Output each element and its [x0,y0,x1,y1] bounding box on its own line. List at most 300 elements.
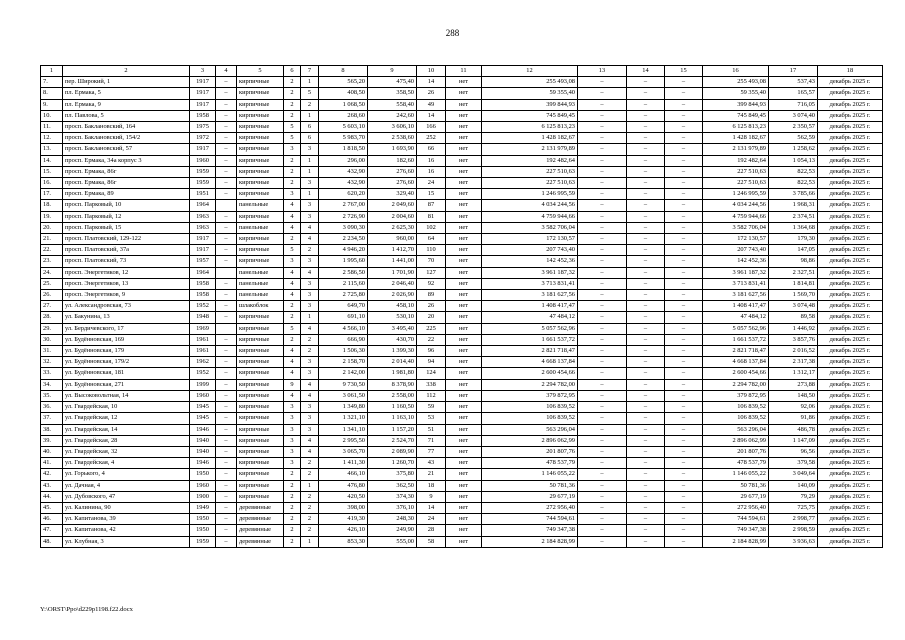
cell-address: пл. Ермака, 5 [63,88,190,99]
cell-total-area: 2 142,00 [319,368,368,379]
cell-col-13: – [578,413,627,424]
table-row [41,77,883,88]
cell-address: ул. Будённовская, 179/2 [63,357,190,368]
cell-residents: 252 [417,133,446,144]
cell-year-built: 1945 [190,413,216,424]
cell-num: 34. [41,379,63,390]
cell-col-13: – [578,469,627,480]
cell-floors: 2 [284,514,301,525]
cell-total-area: 2 726,90 [319,211,368,222]
cell-col-16: 29 677,19 [703,491,769,502]
cell-residents: 14 [417,110,446,121]
cell-residents: 124 [417,368,446,379]
cell-num: 24. [41,267,63,278]
cell-col-13: – [578,211,627,222]
cell-col-11: нет [446,122,482,133]
cell-total-area: 2 234,50 [319,234,368,245]
cell-living-area: 1 160,50 [368,402,417,413]
cell-wall-material: кирпичные [237,357,284,368]
table-row [41,469,883,480]
cell-col-17: 98,86 [769,256,818,267]
cell-total-area: 296,00 [319,155,368,166]
cell-total-cost: 6 125 813,23 [482,122,578,133]
cell-entrances: 6 [301,122,319,133]
cell-floors: 5 [284,122,301,133]
cell-wall-material: кирпичные [237,334,284,345]
cell-col-14: – [627,502,665,513]
cell-year-built: 1959 [190,536,216,547]
cell-year-built: 1940 [190,446,216,457]
cell-living-area: 1 157,20 [368,424,417,435]
cell-floors: 2 [284,234,301,245]
cell-wall-material: кирпичные [237,323,284,334]
cell-year-renovated: – [216,122,237,133]
cell-col-17: 2 327,51 [769,267,818,278]
cell-total-cost: 1 661 537,72 [482,334,578,345]
table-row [41,390,883,401]
cell-col-15: – [665,312,703,323]
cell-entrances: 3 [301,424,319,435]
cell-col-13: – [578,312,627,323]
cell-col-14: – [627,144,665,155]
cell-year-renovated: – [216,424,237,435]
cell-residents: 338 [417,379,446,390]
cell-total-cost: 2 131 979,89 [482,144,578,155]
cell-col-15: – [665,234,703,245]
table-row [41,413,883,424]
cell-floors: 2 [284,301,301,312]
cell-num: 39. [41,435,63,446]
cell-wall-material: кирпичные [237,189,284,200]
cell-col-11: нет [446,110,482,121]
cell-year-renovated: – [216,435,237,446]
cell-col-17: 179,30 [769,234,818,245]
cell-col-14: – [627,189,665,200]
cell-num: 33. [41,368,63,379]
cell-floors: 2 [284,110,301,121]
cell-col-15: – [665,301,703,312]
cell-year-renovated: – [216,99,237,110]
cell-floors: 5 [284,323,301,334]
cell-entrances: 1 [301,536,319,547]
cell-living-area: 2 089,90 [368,446,417,457]
cell-col-16: 2 131 979,89 [703,144,769,155]
header-cell-year-built: 3 [190,66,216,77]
cell-address: просп. Платовский, 73 [63,256,190,267]
cell-deadline: декабрь 2025 г. [818,256,883,267]
cell-year-built: 1945 [190,402,216,413]
cell-wall-material: деревянные [237,502,284,513]
cell-address: ул. Капитанова, 42 [63,525,190,536]
cell-col-11: нет [446,133,482,144]
cell-total-area: 408,50 [319,88,368,99]
cell-col-16: 749 347,38 [703,525,769,536]
cell-living-area: 276,60 [368,178,417,189]
cell-year-built: 1917 [190,99,216,110]
cell-residents: 53 [417,413,446,424]
cell-floors: 2 [284,491,301,502]
cell-year-renovated: – [216,446,237,457]
cell-col-16: 272 956,40 [703,502,769,513]
cell-col-13: – [578,435,627,446]
cell-floors: 4 [284,278,301,289]
cell-col-17: 273,88 [769,379,818,390]
cell-residents: 87 [417,200,446,211]
cell-floors: 3 [284,458,301,469]
cell-residents: 15 [417,189,446,200]
cell-col-15: – [665,368,703,379]
cell-year-renovated: – [216,77,237,88]
cell-residents: 64 [417,234,446,245]
cell-col-15: – [665,435,703,446]
cell-col-17: 2 016,52 [769,346,818,357]
cell-wall-material: деревянные [237,525,284,536]
cell-year-renovated: – [216,290,237,301]
cell-col-13: – [578,200,627,211]
cell-year-renovated: – [216,155,237,166]
cell-address: ул. Гвардейская, 28 [63,435,190,446]
cell-total-area: 666,90 [319,334,368,345]
cell-col-16: 142 452,36 [703,256,769,267]
cell-col-16: 4 759 944,66 [703,211,769,222]
cell-col-14: – [627,469,665,480]
cell-col-13: – [578,390,627,401]
cell-col-14: – [627,267,665,278]
cell-year-built: 1917 [190,88,216,99]
cell-col-16: 2 184 828,99 [703,536,769,547]
cell-total-cost: 749 347,38 [482,525,578,536]
cell-year-renovated: – [216,222,237,233]
cell-total-area: 1 818,50 [319,144,368,155]
table-row [41,267,883,278]
cell-year-renovated: – [216,256,237,267]
table-row [41,122,883,133]
cell-deadline: декабрь 2025 г. [818,413,883,424]
cell-col-16: 5 057 562,96 [703,323,769,334]
cell-residents: 94 [417,357,446,368]
table-row [41,189,883,200]
header-cell-address: 2 [63,66,190,77]
cell-deadline: декабрь 2025 г. [818,77,883,88]
header-cell-wall-material: 5 [237,66,284,77]
cell-wall-material: кирпичные [237,211,284,222]
cell-year-renovated: – [216,368,237,379]
cell-total-cost: 59 355,40 [482,88,578,99]
cell-address: просп. Ермака, 89 [63,189,190,200]
cell-year-built: 1972 [190,133,216,144]
cell-num: 36. [41,402,63,413]
cell-wall-material: кирпичные [237,122,284,133]
cell-total-cost: 192 482,64 [482,155,578,166]
cell-wall-material: кирпичные [237,368,284,379]
cell-address: ул. Александровская, 73 [63,301,190,312]
cell-deadline: декабрь 2025 г. [818,402,883,413]
cell-col-11: нет [446,178,482,189]
cell-year-built: 1952 [190,301,216,312]
cell-year-renovated: – [216,278,237,289]
cell-num: 21. [41,234,63,245]
cell-total-area: 1 068,50 [319,99,368,110]
cell-num: 11. [41,122,63,133]
cell-total-area: 420,50 [319,491,368,502]
cell-col-14: – [627,312,665,323]
cell-col-13: – [578,357,627,368]
cell-deadline: декабрь 2025 г. [818,502,883,513]
cell-col-13: – [578,368,627,379]
cell-total-cost: 3 713 831,41 [482,278,578,289]
cell-col-14: – [627,458,665,469]
header-cell-residents: 10 [417,66,446,77]
cell-deadline: декабрь 2025 г. [818,200,883,211]
header-cell-col-11: 11 [446,66,482,77]
cell-floors: 3 [284,402,301,413]
cell-col-13: – [578,446,627,457]
cell-col-14: – [627,88,665,99]
cell-col-15: – [665,178,703,189]
cell-col-16: 192 482,64 [703,155,769,166]
cell-col-16: 1 146 055,22 [703,469,769,480]
cell-deadline: декабрь 2025 г. [818,491,883,502]
cell-year-renovated [216,323,237,334]
cell-deadline: декабрь 2025 г. [818,536,883,547]
cell-year-renovated: – [216,234,237,245]
header-cell-col-16: 16 [703,66,769,77]
cell-total-cost: 4 034 244,56 [482,200,578,211]
cell-year-built: 1957 [190,256,216,267]
cell-col-16: 3 181 627,56 [703,290,769,301]
cell-total-cost: 207 743,40 [482,245,578,256]
cell-floors: 3 [284,446,301,457]
cell-col-15: – [665,77,703,88]
cell-col-11: нет [446,267,482,278]
cell-living-area: 329,40 [368,189,417,200]
cell-total-cost: 47 484,12 [482,312,578,323]
cell-col-14: – [627,334,665,345]
cell-num: 18. [41,200,63,211]
cell-year-built: 1946 [190,424,216,435]
cell-living-area: 555,00 [368,536,417,547]
cell-entrances: 3 [301,256,319,267]
header-cell-col-14: 14 [627,66,665,77]
cell-total-area: 1 411,30 [319,458,368,469]
cell-total-cost: 2 294 782,00 [482,379,578,390]
cell-total-cost: 106 839,52 [482,402,578,413]
cell-total-cost: 1 246 995,59 [482,189,578,200]
cell-num: 45. [41,502,63,513]
cell-year-renovated: – [216,525,237,536]
cell-entrances: 1 [301,77,319,88]
cell-col-13: – [578,133,627,144]
cell-floors: 2 [284,166,301,177]
cell-residents: 28 [417,525,446,536]
cell-address: просп. Платовский, 129-122 [63,234,190,245]
cell-wall-material: кирпичные [237,379,284,390]
cell-col-15: – [665,480,703,491]
cell-entrances: 3 [301,144,319,155]
cell-address: просп. Парковый, 10 [63,200,190,211]
cell-year-renovated: – [216,312,237,323]
cell-num: 48. [41,536,63,547]
cell-col-16: 1 246 995,59 [703,189,769,200]
cell-col-17: 89,58 [769,312,818,323]
cell-floors: 3 [284,189,301,200]
table-row [41,435,883,446]
cell-total-area: 3 090,30 [319,222,368,233]
cell-col-14: – [627,256,665,267]
cell-col-17: 148,50 [769,390,818,401]
cell-col-11: нет [446,424,482,435]
cell-deadline: декабрь 2025 г. [818,189,883,200]
cell-year-built: 1960 [190,480,216,491]
cell-col-17: 822,53 [769,178,818,189]
table-row [41,491,883,502]
cell-residents: 89 [417,290,446,301]
cell-total-area: 2 767,00 [319,200,368,211]
cell-col-11: нет [446,312,482,323]
cell-deadline: декабрь 2025 г. [818,301,883,312]
header-cell-total-cost: 12 [482,66,578,77]
cell-living-area: 2 625,30 [368,222,417,233]
header-cell-col-15: 15 [665,66,703,77]
cell-year-built: 1960 [190,155,216,166]
cell-col-17: 1 814,81 [769,278,818,289]
cell-year-built: 1950 [190,525,216,536]
cell-deadline: декабрь 2025 г. [818,446,883,457]
cell-col-17: 562,59 [769,133,818,144]
table-row [41,211,883,222]
cell-address: просп. Энергетиков, 9 [63,290,190,301]
cell-col-13: – [578,122,627,133]
cell-living-area: 1 260,70 [368,458,417,469]
cell-col-17: 3 049,64 [769,469,818,480]
cell-total-area: 4 946,20 [319,245,368,256]
cell-col-15: – [665,446,703,457]
cell-entrances: 5 [301,88,319,99]
cell-col-11: нет [446,346,482,357]
cell-entrances: 4 [301,222,319,233]
cell-col-13: – [578,514,627,525]
cell-floors: 3 [284,435,301,446]
cell-col-14: – [627,234,665,245]
cell-year-built: 1951 [190,189,216,200]
cell-col-13: – [578,144,627,155]
cell-floors: 2 [284,312,301,323]
cell-total-area: 853,30 [319,536,368,547]
housing-table [40,65,883,548]
cell-deadline: декабрь 2025 г. [818,424,883,435]
cell-wall-material: кирпичные [237,446,284,457]
cell-deadline: декабрь 2025 г. [818,222,883,233]
cell-col-14: – [627,166,665,177]
cell-address: ул. Калинина, 90 [63,502,190,513]
cell-col-13: – [578,536,627,547]
header-cell-deadline: 18 [818,66,883,77]
cell-deadline: декабрь 2025 г. [818,144,883,155]
cell-floors: 3 [284,256,301,267]
cell-col-14: – [627,200,665,211]
cell-num: 9. [41,99,63,110]
cell-num: 35. [41,390,63,401]
cell-year-built: 1964 [190,200,216,211]
cell-total-area: 3 061,50 [319,390,368,401]
table-row [41,222,883,233]
cell-col-11: нет [446,290,482,301]
cell-year-renovated: – [216,334,237,345]
cell-year-renovated: – [216,144,237,155]
cell-col-17: 3 785,66 [769,189,818,200]
cell-year-built: 1946 [190,458,216,469]
cell-col-14: – [627,435,665,446]
cell-total-cost: 2 896 062,99 [482,435,578,446]
cell-year-renovated: – [216,402,237,413]
cell-col-13: – [578,234,627,245]
cell-col-14: – [627,323,665,334]
cell-address: просп. Парковый, 12 [63,211,190,222]
cell-year-renovated: – [216,346,237,357]
cell-wall-material: деревянные [237,514,284,525]
cell-year-renovated: – [216,133,237,144]
table-row [41,368,883,379]
cell-col-17: 79,29 [769,491,818,502]
cell-address: ул. Будённовская, 179 [63,346,190,357]
cell-total-cost: 29 677,19 [482,491,578,502]
cell-col-17: 92,06 [769,402,818,413]
header-cell-num: 1 [41,66,63,77]
cell-num: 29. [41,323,63,334]
cell-deadline: декабрь 2025 г. [818,525,883,536]
cell-wall-material: кирпичные [237,424,284,435]
cell-living-area: 1 412,70 [368,245,417,256]
cell-deadline: декабрь 2025 г. [818,178,883,189]
cell-residents: 59 [417,402,446,413]
cell-living-area: 3 606,10 [368,122,417,133]
cell-wall-material: кирпичные [237,402,284,413]
cell-entrances: 2 [301,334,319,345]
cell-year-built: 1960 [190,390,216,401]
cell-address: ул. Гвардейская, 32 [63,446,190,457]
cell-col-16: 3 713 831,41 [703,278,769,289]
cell-year-renovated: – [216,178,237,189]
cell-floors: 2 [284,469,301,480]
cell-wall-material: кирпичные [237,133,284,144]
cell-wall-material: панельные [237,267,284,278]
cell-total-area: 620,20 [319,189,368,200]
cell-entrances: 4 [301,435,319,446]
cell-address: ул. Горького, 4 [63,469,190,480]
table-row [41,88,883,99]
cell-wall-material: кирпичные [237,390,284,401]
cell-entrances: 1 [301,312,319,323]
cell-address: ул. Высоковольтная, 14 [63,390,190,401]
cell-col-16: 2 896 062,99 [703,435,769,446]
cell-living-area: 362,50 [368,480,417,491]
cell-residents: 110 [417,245,446,256]
cell-num: 44. [41,491,63,502]
cell-col-13: – [578,245,627,256]
cell-total-area: 2 586,50 [319,267,368,278]
cell-col-17: 1 054,13 [769,155,818,166]
cell-deadline: декабрь 2025 г. [818,480,883,491]
cell-total-cost: 4 759 944,66 [482,211,578,222]
cell-deadline: декабрь 2025 г. [818,211,883,222]
cell-col-15: – [665,334,703,345]
cell-col-17: 2 374,51 [769,211,818,222]
cell-col-11: нет [446,88,482,99]
cell-residents: 14 [417,502,446,513]
cell-living-area: 182,60 [368,155,417,166]
cell-col-15: – [665,491,703,502]
cell-num: 46. [41,514,63,525]
